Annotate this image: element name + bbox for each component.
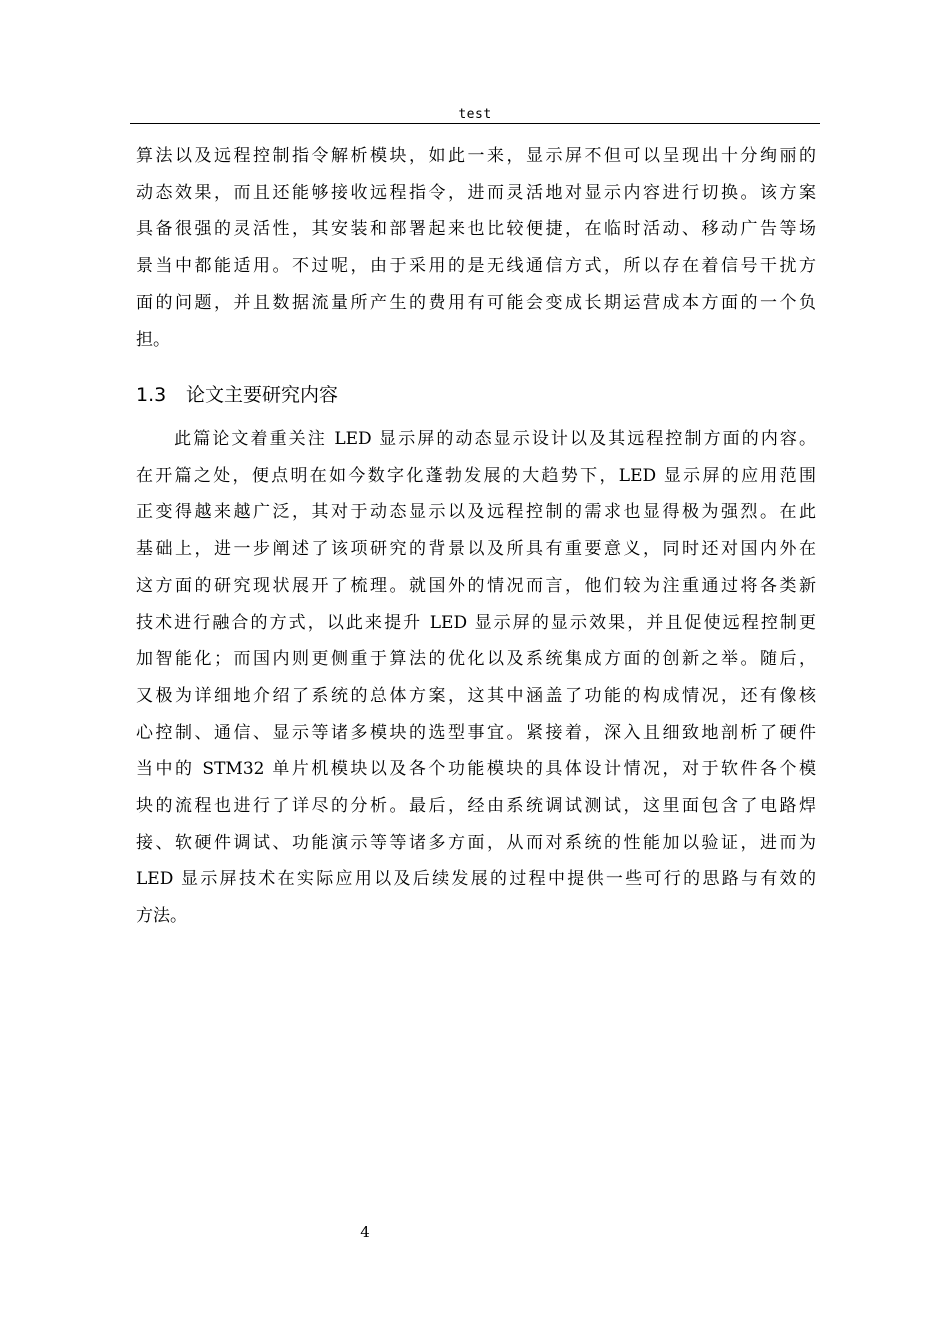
section-title: 论文主要研究内容 <box>186 384 339 406</box>
paragraph-line: 在开篇之处，便点明在如今数字化蓬勃发展的大趋势下，LED 显示屏的应用范围 <box>136 465 816 486</box>
paragraph-line: 景当中都能适用。不过呢，由于采用的是无线通信方式，所以存在着信号干扰方 <box>136 256 816 277</box>
header-rule <box>130 123 820 124</box>
paragraph-line: 当中的 STM32 单片机模块以及各个功能模块的具体设计情况，对于软件各个模 <box>136 759 816 780</box>
body-paragraph-1 <box>136 138 816 358</box>
page-number: 4 <box>360 1223 370 1241</box>
paragraph-line: 面的问题，并且数据流量所产生的费用有可能会变成长期运营成本方面的一个负 <box>136 292 816 313</box>
paragraph-line: 动态效果，而且还能够接收远程指令，进而灵活地对显示内容进行切换。该方案 <box>136 182 816 203</box>
paragraph-line: 块的流程也进行了详尽的分析。最后，经由系统调试测试，这里面包含了电路焊 <box>136 796 816 817</box>
paragraph-line: 接、软硬件调试、功能演示等等诸多方面，从而对系统的性能加以验证，进而为 <box>136 832 816 853</box>
paragraph-line: 这方面的研究现状展开了梳理。就国外的情况而言，他们较为注重通过将各类新 <box>136 575 816 596</box>
section-heading <box>136 380 338 410</box>
paragraph-line: 心控制、通信、显示等诸多模块的选型事宜。紧接着，深入且细致地剖析了硬件 <box>136 722 816 743</box>
paragraph-line: LED 显示屏技术在实际应用以及后续发展的过程中提供一些可行的思路与有效的 <box>136 869 816 890</box>
paragraph-line: 加智能化；而国内则更侧重于算法的优化以及系统集成方面的创新之举。随后， <box>136 649 816 670</box>
paragraph-line: 算法以及远程控制指令解析模块，如此一来，显示屏不但可以呈现出十分绚丽的 <box>136 146 816 166</box>
paragraph-line: 基础上，进一步阐述了该项研究的背景以及所具有重要意义，同时还对国内外在 <box>136 539 816 560</box>
paragraph-line: 技术进行融合的方式，以此来提升 LED 显示屏的显示效果，并且促使远程控制更 <box>136 612 816 633</box>
section-number: 1.3 <box>136 384 167 406</box>
paragraph-line: 又极为详细地介绍了系统的总体方案，这其中涵盖了功能的构成情况，还有像核 <box>136 685 816 706</box>
body-paragraph-2 <box>136 421 816 935</box>
paragraph-line: 正变得越来越广泛，其对于动态显示以及远程控制的需求也显得极为强烈。在此 <box>136 502 816 523</box>
paragraph-line: 此篇论文着重关注 LED 显示屏的动态显示设计以及其远程控制方面的内容。 <box>136 429 816 449</box>
paragraph-line: 担。 <box>136 329 170 350</box>
paragraph-line: 具备很强的灵活性，其安装和部署起来也比较便捷，在临时活动、移动广告等场 <box>136 219 816 240</box>
running-header: test <box>458 107 492 122</box>
paragraph-line: 方法。 <box>136 906 187 927</box>
